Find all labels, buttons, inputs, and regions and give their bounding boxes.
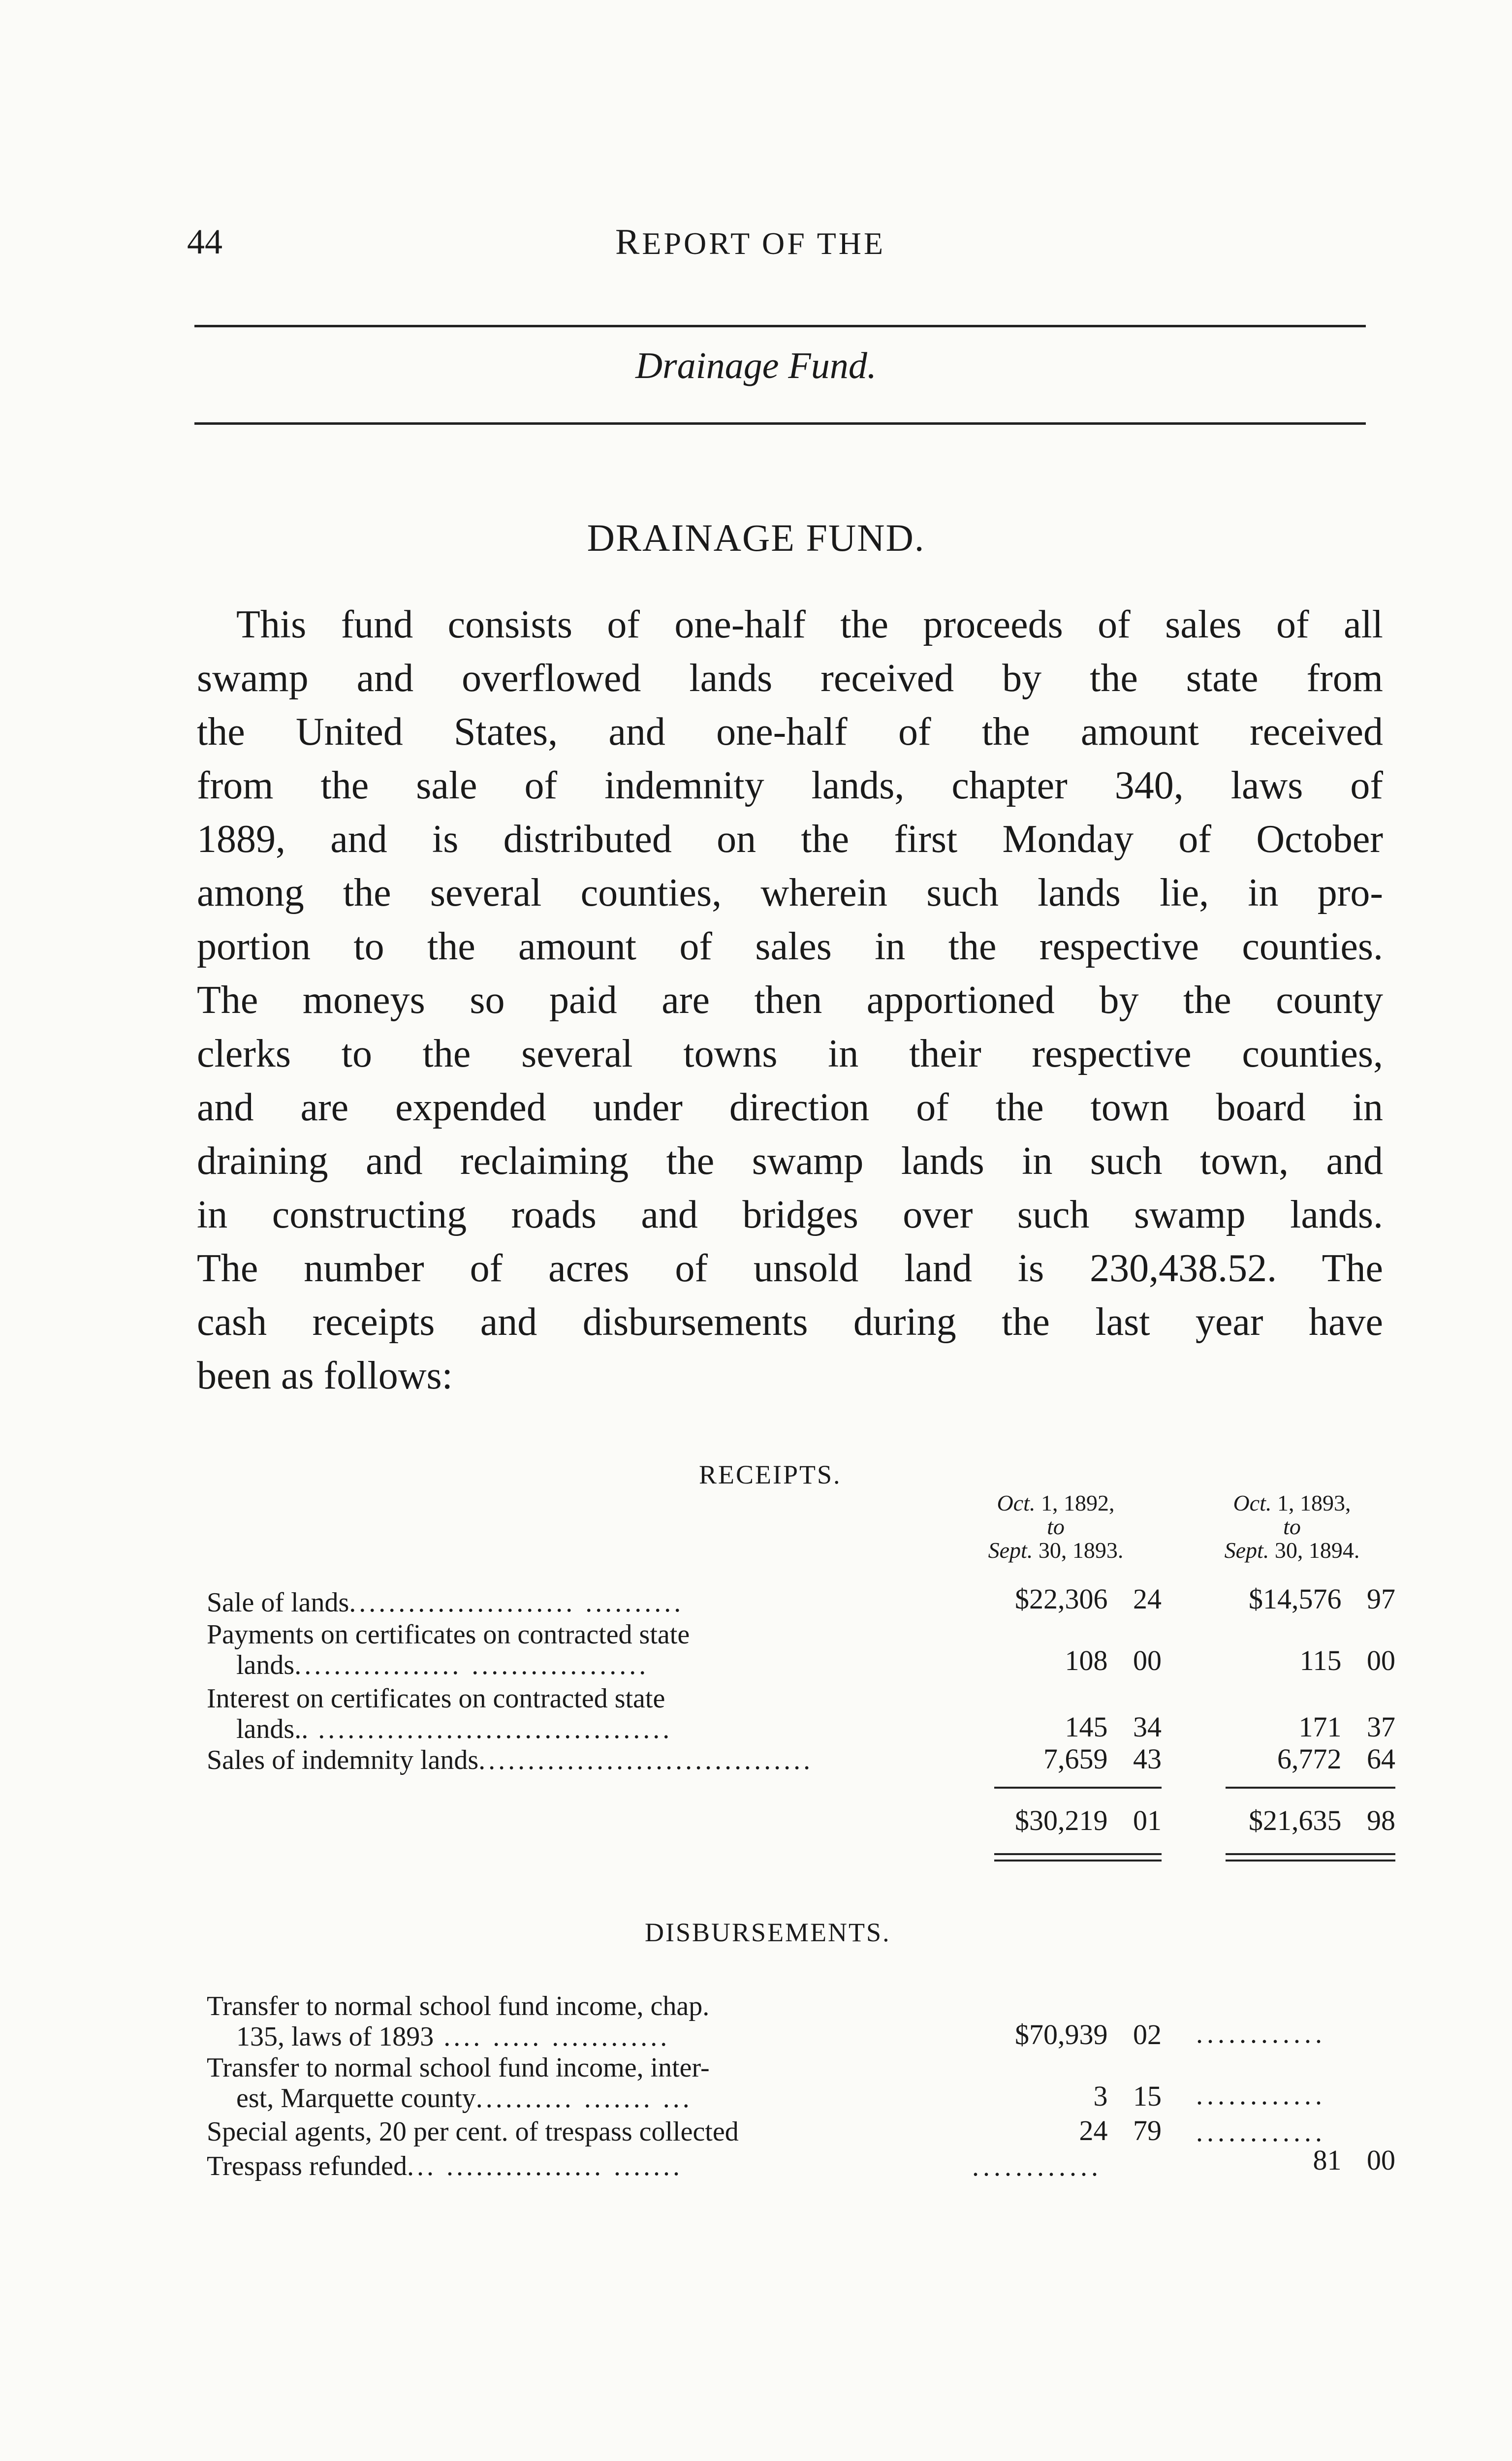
body-line: The number of acres of unsold land is 230,438.52. The — [197, 1247, 1383, 1290]
row-label: Sales of indemnity lands — [207, 1745, 479, 1775]
row-label: Transfer to normal school fund income, inter- — [207, 2052, 710, 2083]
disb-trespass-1893-blank: ............ — [972, 2151, 1102, 2182]
receipt-row-payments-certificates — [207, 1619, 940, 1680]
colhead-1-e: 30, 1893. — [1033, 1538, 1124, 1563]
row-label: Payments on certificates on contracted state — [207, 1619, 690, 1650]
body-line: among the several counties, wherein such lands lie, in pro- — [197, 871, 1383, 915]
body-line: The moneys so paid are then apportioned by the county — [197, 978, 1383, 1022]
leader-dots: .... ..... ............ — [434, 2021, 670, 2052]
leader-dots: .......... ....... ... — [475, 2083, 693, 2114]
running-head-rest: EPORT OF THE — [642, 226, 886, 261]
disb-trespass-1894: 81 00 — [1313, 2144, 1395, 2176]
leader-dots: ... ................ ....... — [407, 2151, 683, 2181]
colhead-1-d: Sept. — [988, 1538, 1033, 1563]
subtotal-rule-2 — [1226, 1787, 1395, 1789]
receipt-row-sale-of-lands — [207, 1587, 940, 1618]
row-label-cont: lands.. — [236, 1714, 309, 1744]
receipt-indemnity-1894: 6,772 64 — [1277, 1743, 1395, 1775]
body-line: in constructing roads and bridges over such swamp lands. — [197, 1193, 1383, 1236]
leader-dots: ....................... .......... — [349, 1587, 684, 1618]
disb-row-normal-school-interest — [207, 2052, 940, 2114]
receipt-row-indemnity-lands — [207, 1745, 940, 1775]
total-rule-2a — [1226, 1853, 1395, 1855]
row-label-cont: 135, laws of 1893 — [236, 2021, 434, 2052]
body-line: portion to the amount of sales in the respective counties. — [197, 925, 1383, 968]
disb-row-normal-school-chap — [207, 1991, 940, 2052]
colhead-2-b: 1, 1893, — [1271, 1490, 1351, 1515]
receipts-title: RECEIPTS. — [699, 1460, 842, 1489]
row-label-cont: lands — [236, 1650, 295, 1680]
disb-special-agents-1894-blank: ............ — [1196, 2117, 1326, 2147]
row-label: Interest on certificates on contracted state — [207, 1683, 665, 1714]
running-head — [615, 221, 885, 263]
leader-dots: .................................... — [308, 1714, 673, 1744]
column-header-1893-94 — [1189, 1491, 1395, 1562]
body-line: clerks to the several towns in their respective counties, — [197, 1032, 1383, 1075]
colhead-1-c: to — [1047, 1514, 1065, 1539]
receipt-interest-1893: 145 34 — [1065, 1711, 1162, 1743]
disbursements-title: DISBURSEMENTS. — [645, 1918, 891, 1947]
colhead-1-a: Oct. — [997, 1490, 1036, 1515]
colhead-2-a: Oct. — [1233, 1490, 1272, 1515]
section-title: DRAINAGE FUND. — [587, 516, 925, 559]
total-rule-2b — [1226, 1860, 1395, 1862]
disb-interest-1894-blank: ............ — [1196, 2080, 1326, 2111]
body-line: swamp and overflowed lands received by the state from — [197, 657, 1383, 700]
total-rule-1b — [994, 1860, 1162, 1862]
disb-normal-school-1894-blank: ............ — [1196, 2019, 1326, 2049]
row-label: Transfer to normal school fund income, chap. — [207, 1991, 710, 2021]
body-line: cash receipts and disbursements during the last year have — [197, 1300, 1383, 1344]
column-header-1892-93 — [952, 1491, 1159, 1562]
receipts-total-1893: $30,219 01 — [1015, 1804, 1162, 1836]
receipt-sale-of-lands-1894: $14,576 97 — [1249, 1583, 1395, 1615]
colhead-2-e: 30, 1894. — [1269, 1538, 1360, 1563]
subtotal-rule-1 — [994, 1787, 1162, 1789]
colhead-2-d: Sept. — [1224, 1538, 1269, 1563]
receipt-payments-1894: 115 00 — [1299, 1644, 1395, 1676]
receipt-indemnity-1893: 7,659 43 — [1043, 1743, 1162, 1775]
disb-row-special-agents — [207, 2116, 975, 2147]
disb-normal-school-1893: $70,939 02 — [1015, 2019, 1162, 2051]
row-label: Sale of lands — [207, 1587, 349, 1618]
body-line: This fund consists of one-half the proceeds of sales of all — [236, 603, 1383, 646]
row-label-cont: est, Marquette county — [236, 2083, 476, 2114]
header-rule-bottom — [194, 422, 1366, 425]
disb-row-trespass-refunded — [207, 2151, 940, 2181]
body-paragraph — [197, 598, 1383, 1403]
colhead-1-b: 1, 1892, — [1035, 1490, 1115, 1515]
body-line: 1889, and is distributed on the first Monday of October — [197, 818, 1383, 861]
body-line: been as follows: — [197, 1354, 453, 1397]
leader-dots: ................. .................. — [294, 1650, 649, 1680]
row-label: Trespass refunded — [207, 2151, 407, 2181]
disb-special-agents-1893: 24 79 — [1079, 2114, 1162, 2146]
row-label: Special agents, 20 per cent. of trespass collected — [207, 2116, 739, 2147]
receipt-interest-1894: 171 37 — [1298, 1711, 1395, 1743]
body-line: draining and reclaiming the swamp lands in such town, and — [197, 1139, 1383, 1183]
section-subtitle: Drainage Fund. — [635, 345, 877, 386]
running-head-initial: R — [615, 222, 642, 262]
total-rule-1a — [994, 1853, 1162, 1855]
receipts-total-1894: $21,635 98 — [1249, 1804, 1395, 1836]
body-line: and are expended under direction of the town board in — [197, 1086, 1383, 1129]
leader-dots: .................................. — [478, 1745, 814, 1775]
disb-interest-1893: 3 15 — [1093, 2080, 1162, 2112]
colhead-2-c: to — [1283, 1514, 1301, 1539]
receipt-row-interest-certificates — [207, 1683, 940, 1744]
receipt-sale-of-lands-1893: $22,306 24 — [1015, 1583, 1162, 1615]
header-rule-top — [194, 325, 1366, 327]
body-line: from the sale of indemnity lands, chapter 340, laws of — [197, 764, 1383, 807]
page-number: 44 — [187, 222, 222, 261]
receipt-payments-1893: 108 00 — [1065, 1644, 1162, 1676]
body-line: the United States, and one-half of the amount received — [197, 710, 1383, 754]
